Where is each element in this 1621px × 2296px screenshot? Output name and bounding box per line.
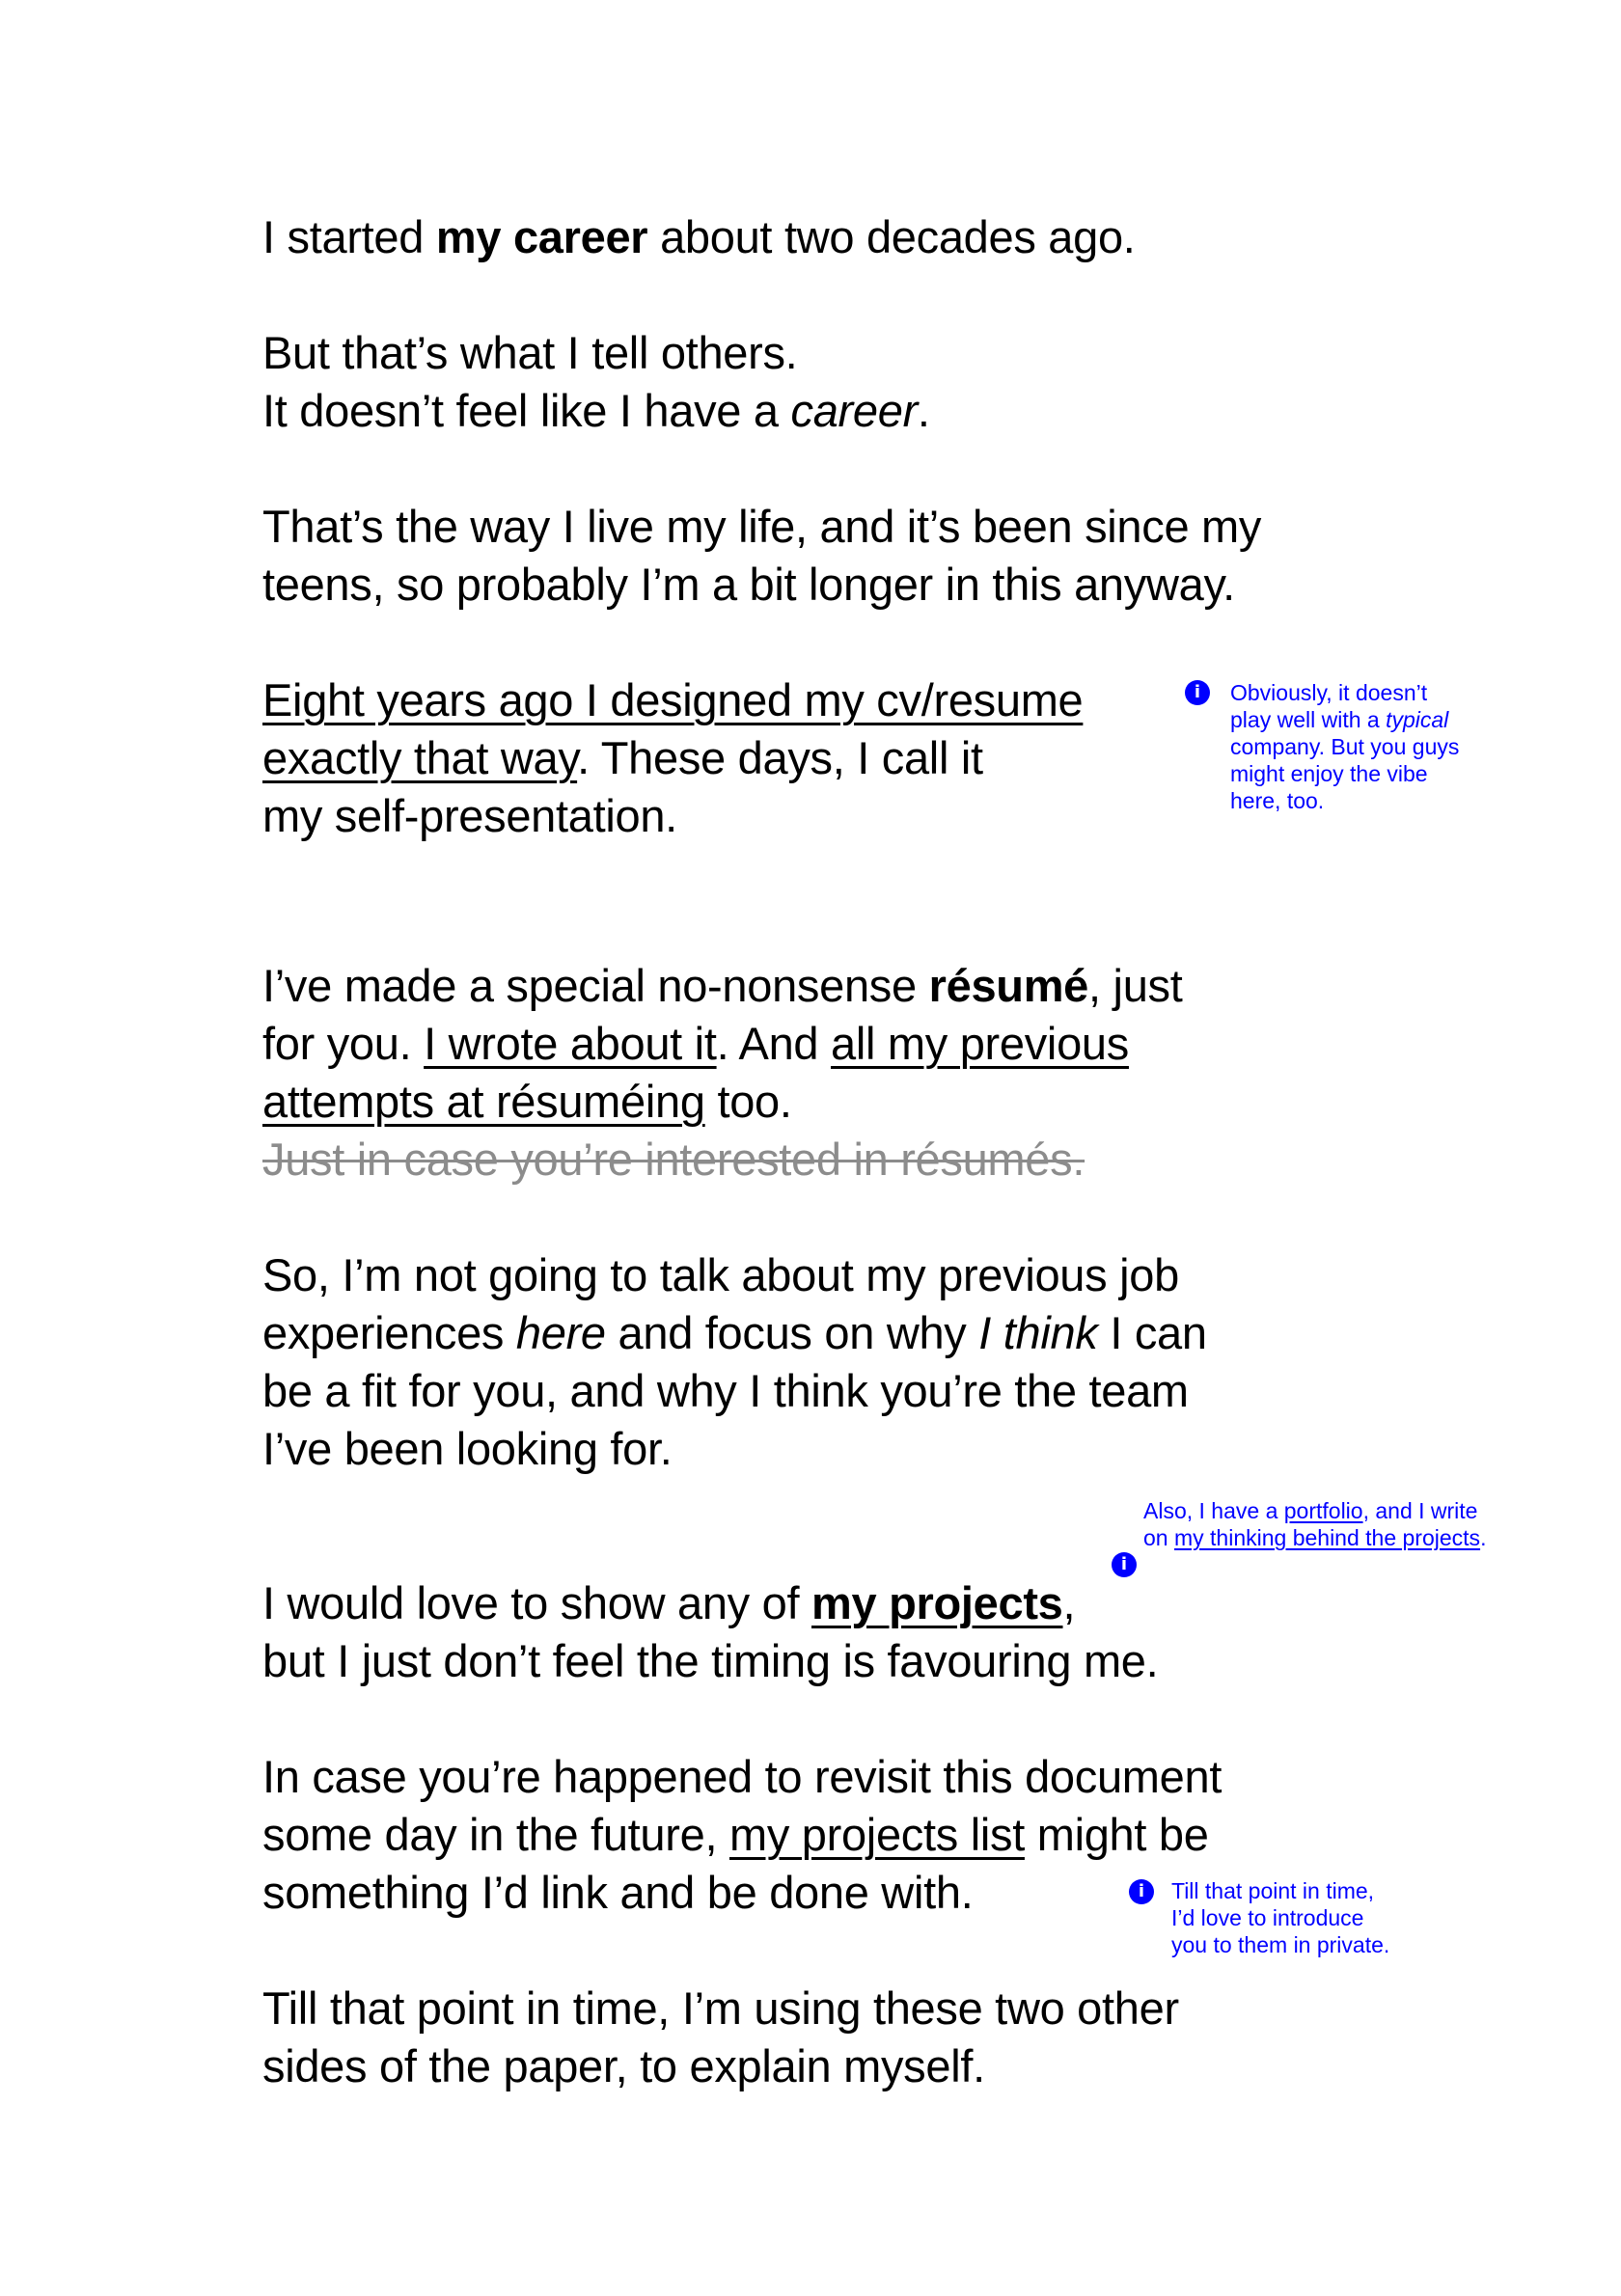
line: [262, 671, 1083, 729]
line: Till that point in time,: [1171, 1878, 1375, 1903]
paragraph-closing: [262, 1980, 1179, 2095]
paragraph-revisit: [262, 1748, 1222, 1922]
line: [262, 382, 930, 440]
paragraph-tell-others: [262, 324, 930, 440]
line: [1143, 1497, 1486, 1524]
line: might enjoy the vibe: [1230, 761, 1428, 786]
line: here, too.: [1230, 788, 1325, 813]
portfolio-link[interactable]: portfolio: [1283, 1498, 1363, 1523]
emphasis-here: here: [515, 1307, 606, 1358]
text: Also, I have a: [1143, 1498, 1284, 1523]
previous-attempts-link-continued[interactable]: attempts at résuméing: [262, 1076, 705, 1127]
emphasis-my-career: my career: [435, 211, 648, 262]
info-icon: i: [1112, 1552, 1137, 1577]
text: about two decades ago.: [647, 211, 1136, 262]
line: In case you’re happened to revisit this document: [262, 1751, 1223, 1802]
line: But that’s what I tell others.: [262, 327, 798, 378]
text: . These days, I call it: [577, 732, 983, 783]
line: [262, 957, 1183, 1015]
text: for you.: [262, 1018, 425, 1069]
text: some day in the future,: [262, 1809, 729, 1860]
paragraph-cv-design: [262, 671, 1083, 845]
text: .: [1480, 1525, 1487, 1550]
text: I’ve made a special no-nonsense: [262, 960, 929, 1011]
side-note-typical-company: [1230, 679, 1459, 814]
line: [262, 1073, 1183, 1131]
emphasis-i-think: I think: [978, 1307, 1098, 1358]
cv-resume-link[interactable]: Eight years ago I designed my cv/resume: [262, 674, 1084, 725]
text: might be: [1024, 1809, 1209, 1860]
text: . And: [716, 1018, 832, 1069]
projects-list-link[interactable]: my projects list: [728, 1809, 1025, 1860]
text: , and I write: [1362, 1498, 1478, 1523]
my-projects-link[interactable]: my projects: [810, 1577, 1063, 1628]
line: [262, 1131, 1183, 1189]
line: you to them in private.: [1171, 1932, 1390, 1957]
text: ,: [1062, 1577, 1076, 1628]
line: [262, 1574, 1158, 1632]
text: I would love to show any of: [262, 1577, 811, 1628]
line: I’ve been looking for.: [262, 1423, 673, 1474]
line: [262, 1806, 1222, 1864]
line: Till that point in time, I’m using these two other: [262, 1982, 1179, 2034]
paragraph-resume: [262, 957, 1183, 1189]
line: Obviously, it doesn’t: [1230, 680, 1428, 705]
paragraph-career-intro: [262, 208, 1136, 266]
line: teens, so probably I’m a bit longer in this anyway.: [262, 559, 1235, 610]
wrote-about-it-link[interactable]: I wrote about it: [424, 1018, 717, 1069]
thinking-behind-projects-link[interactable]: my thinking behind the projects: [1173, 1525, 1481, 1550]
line: my self-presentation.: [262, 790, 677, 841]
text: I can: [1097, 1307, 1207, 1358]
text: play well with a: [1230, 707, 1387, 732]
line: So, I’m not going to talk about my previous job: [262, 1249, 1179, 1300]
side-note-private-intro: [1171, 1877, 1389, 1958]
text: , just: [1088, 960, 1183, 1011]
line: [1143, 1524, 1486, 1551]
side-note-portfolio: [1143, 1497, 1486, 1551]
line: but I just don’t feel the timing is favouring me.: [262, 1635, 1159, 1686]
line: [262, 1015, 1183, 1073]
paragraph-focus: [262, 1246, 1207, 1478]
info-icon: i: [1185, 680, 1210, 705]
line: sides of the paper, to explain myself.: [262, 2040, 985, 2091]
line: [262, 1304, 1207, 1362]
struck-through-text: Just in case you’re interested in résumés.: [262, 1134, 1085, 1185]
emphasis-career: career: [790, 385, 918, 436]
text: and focus on why: [605, 1307, 979, 1358]
line: something I’d link and be done with.: [262, 1867, 974, 1918]
text: on: [1143, 1525, 1174, 1550]
line: [1230, 706, 1459, 733]
text: .: [917, 385, 930, 436]
emphasis-typical: typical: [1386, 707, 1449, 732]
cv-resume-link-continued[interactable]: exactly that way: [262, 732, 578, 783]
paragraph-way-of-life: [262, 498, 1261, 614]
text: It doesn’t feel like I have a: [262, 385, 791, 436]
line: I’d love to introduce: [1171, 1905, 1364, 1930]
text: too.: [704, 1076, 792, 1127]
paragraph-projects: [262, 1574, 1158, 1690]
line: company. But you guys: [1230, 734, 1460, 759]
text: experiences: [262, 1307, 516, 1358]
line: That’s the way I live my life, and it’s been since my: [262, 501, 1262, 552]
text: I started: [262, 211, 436, 262]
previous-attempts-link[interactable]: all my previous: [831, 1018, 1129, 1069]
line: be a fit for you, and why I think you’re the team: [262, 1365, 1189, 1416]
info-icon: i: [1129, 1879, 1154, 1904]
line: [262, 729, 1083, 787]
emphasis-resume: résumé: [928, 960, 1089, 1011]
